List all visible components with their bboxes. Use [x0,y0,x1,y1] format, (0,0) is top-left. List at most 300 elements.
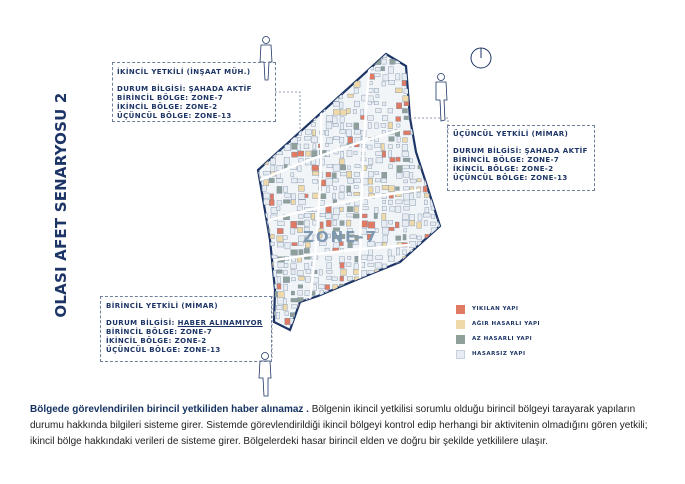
building-block [404,207,410,211]
building-block [298,221,304,225]
building-block [270,144,274,150]
building-block [291,173,294,177]
building-block [291,124,298,128]
building-block [270,242,274,246]
building-block [276,96,281,99]
building-block [312,298,318,305]
building-block [318,313,322,320]
building-block [327,115,333,121]
official-3-secondary: İKİNCİL BÖLGE: ZONE-2 [453,165,554,173]
building-block [278,221,285,226]
building-block [264,193,270,198]
building-block [284,333,290,340]
building-block [432,291,437,297]
building-block [277,109,283,116]
building-block [403,138,408,143]
building-block [333,117,337,124]
building-block [298,122,303,127]
building-block [312,326,317,331]
building-block [327,165,333,168]
building-block [347,312,350,319]
building-block [403,333,409,337]
building-block [437,68,443,74]
building-block [410,220,415,226]
building-block [354,264,358,270]
building-block [285,318,290,324]
building-block [320,305,326,309]
building-block [325,143,328,146]
building-block [325,257,331,260]
building-block [388,67,393,74]
building-block [291,333,296,339]
building-block [306,95,313,100]
building-block [418,214,422,220]
building-block [396,319,401,323]
building-block [369,59,374,64]
scenario-title: OLASI AFET SENARYOSU 2 [52,92,70,318]
building-block [396,236,401,241]
building-block [298,60,301,65]
building-block [439,255,445,261]
building-block [346,263,351,267]
building-block [396,284,402,290]
building-block [404,187,410,190]
building-block [368,263,374,266]
building-block [353,292,356,296]
building-block [262,150,266,156]
building-block [346,53,351,56]
building-block [354,101,359,107]
building-block [333,102,339,107]
building-block [340,165,345,170]
building-block [340,172,347,176]
building-block [417,236,421,240]
building-block [383,75,388,81]
building-block [347,59,353,63]
building-block [348,325,355,332]
building-block [313,101,319,107]
building-block [402,165,409,169]
building-block [396,74,400,80]
building-block [382,227,389,234]
building-block [354,73,358,77]
building-block [423,59,428,62]
building-block [430,235,436,239]
building-block [425,67,430,71]
building-block [277,276,280,283]
building-block [284,95,289,101]
building-block [354,192,360,195]
building-block [375,67,380,71]
building-block [270,123,276,127]
building-block [346,130,352,137]
building-block [326,213,332,218]
building-block [417,222,422,228]
building-block [410,256,416,259]
building-block [402,145,408,151]
building-block [306,108,310,114]
building-block [292,178,298,183]
building-block [396,248,399,255]
building-block [306,102,311,106]
building-block [353,285,357,289]
building-block [297,179,304,182]
building-block [354,172,360,176]
building-block [291,80,296,85]
building-block [291,298,298,302]
building-block [291,250,298,256]
building-block [418,67,423,72]
building-block [257,214,263,220]
building-block [271,158,276,164]
building-block [340,221,344,226]
building-block [375,88,379,93]
building-block [298,166,302,172]
building-block [431,136,435,142]
building-block [425,80,431,85]
building-block [410,291,417,296]
building-block [292,152,298,157]
building-block [256,53,261,57]
building-block [299,276,305,280]
building-block [397,137,400,143]
building-block [438,122,445,129]
building-block [389,80,395,84]
building-block [277,284,281,290]
building-block [402,220,408,226]
building-block [361,110,364,116]
building-block [383,102,386,106]
building-block [382,292,389,296]
building-block [438,285,442,291]
building-block [297,227,302,232]
building-block [432,242,435,245]
building-block [346,220,351,226]
building-block [339,137,344,143]
building-block [438,158,445,164]
building-block [334,61,340,66]
building-block [333,165,340,172]
building-block [348,320,353,324]
building-block [305,194,308,198]
building-block [431,74,435,79]
building-block [389,326,395,331]
building-block [396,117,401,122]
legend-swatch [456,320,465,329]
building-block [277,243,284,248]
building-block [313,95,320,101]
official-2-primary: BİRİNCİL BÖLGE: ZONE-7 [117,94,224,102]
building-block [269,178,274,183]
building-block [264,171,271,175]
building-block [424,200,427,205]
building-block [374,144,380,148]
building-block [319,297,324,303]
building-block [347,277,353,281]
building-block [423,52,427,58]
building-block [382,172,387,179]
building-block [410,298,415,301]
building-block [312,74,317,77]
building-block [368,101,372,104]
building-block [404,116,409,120]
building-block [423,165,428,170]
building-block [410,326,413,333]
building-block [347,166,350,170]
building-block [290,313,295,317]
building-block [388,250,391,256]
building-block [313,179,318,183]
building-block [284,116,288,123]
building-block [340,186,344,192]
building-block [285,242,290,249]
building-block [346,123,352,126]
building-block [340,207,343,212]
building-block [431,250,435,254]
building-block [417,123,422,129]
building-block [255,227,259,231]
building-block [425,207,429,212]
building-block [298,285,303,289]
building-block [285,131,290,137]
building-block [326,179,333,186]
building-block [278,60,284,64]
building-block [411,96,417,102]
building-block [395,277,401,280]
building-block [277,123,282,128]
building-block [368,319,373,322]
building-block [284,157,289,164]
building-block [263,235,266,240]
building-block [305,74,310,79]
building-block [424,285,430,292]
building-block [362,332,366,338]
building-block [396,299,401,304]
building-block [423,186,427,192]
building-block [312,165,319,170]
building-block [313,144,316,150]
building-block [437,53,443,59]
building-block [417,53,420,57]
building-block [347,207,353,212]
building-block [423,304,430,308]
building-block [346,74,353,77]
building-block [326,172,331,177]
building-block [417,179,421,182]
building-block [395,88,402,93]
building-block [388,200,392,204]
building-block [354,207,358,213]
building-block [362,255,368,260]
building-block [397,166,403,173]
building-block [348,137,353,143]
building-block [424,88,428,92]
building-block [439,326,443,329]
building-block [277,236,284,242]
building-block [340,263,344,269]
building-block [403,326,407,331]
building-block [396,173,402,179]
building-block [339,159,344,165]
building-block [326,206,332,212]
building-block [297,80,301,85]
building-block [255,290,260,295]
building-block [277,207,280,211]
building-block [388,256,395,261]
building-block [327,53,331,56]
building-block [290,96,297,101]
building-block [382,206,386,211]
building-block [257,151,261,156]
building-block [278,89,284,95]
building-block [297,144,301,151]
building-block [431,264,437,269]
building-block [256,236,263,240]
building-block [403,313,410,316]
building-block [374,208,378,214]
building-block [439,305,444,312]
building-block [376,95,379,98]
building-block [341,269,347,275]
building-block [283,271,287,275]
building-block [340,117,344,123]
building-block [409,215,415,221]
building-block [432,82,437,88]
building-block [299,185,305,191]
building-block [347,292,350,298]
building-block [390,158,395,163]
building-block [327,305,334,310]
building-block [404,264,408,269]
building-block [438,60,444,66]
building-block [361,53,366,58]
building-block [340,102,344,109]
building-block [292,305,298,309]
building-block [437,270,443,277]
building-block [389,220,393,224]
building-block [320,102,324,107]
building-block [418,312,421,317]
building-block [354,185,358,188]
building-block [277,102,281,105]
building-block [284,263,288,267]
building-block [353,214,359,218]
building-block [389,299,394,303]
building-block [348,256,351,259]
official-3-status: DURUM BİLGİSİ: ŞAHADA AKTİF [453,147,588,155]
official-3-info [453,130,588,183]
building-block [431,166,436,172]
building-block [264,180,269,186]
building-block [409,173,413,180]
official-2-tertiary: ÜÇÜNCÜL BÖLGE: ZONE-13 [117,112,232,120]
building-block [333,333,338,337]
building-block [334,292,338,296]
building-block [402,81,406,86]
building-block [411,88,417,91]
zone-label: ZONE-7 [303,228,379,246]
building-block [431,325,435,329]
building-block [326,220,331,227]
building-block [326,187,329,193]
building-block [326,325,332,331]
building-block [291,74,297,81]
building-block [403,194,410,201]
building-block [430,123,434,128]
building-block [297,320,304,323]
building-block [423,124,428,130]
building-block [411,80,416,86]
building-block [327,73,333,78]
building-block [375,263,382,268]
building-block [381,178,387,182]
building-block [334,208,340,215]
building-block [327,276,332,279]
building-block [438,207,444,212]
building-block [354,88,358,94]
building-block [256,277,260,283]
building-block [256,269,260,276]
building-block [402,152,409,157]
building-block [320,61,325,67]
building-block [382,116,388,121]
building-block [320,320,323,326]
building-block [424,326,430,331]
building-block [381,123,386,127]
building-block [404,131,411,135]
building-block [361,319,366,326]
building-block [291,88,296,94]
legend-swatch [456,350,465,359]
building-block [327,270,333,273]
building-block [332,215,338,220]
building-block [423,297,429,303]
building-block [312,67,316,72]
building-block [304,306,308,310]
building-block [299,200,306,205]
building-block [418,110,421,113]
building-block [409,74,416,80]
building-block [381,67,385,71]
building-block [403,319,409,325]
building-block [298,291,303,296]
building-block [382,326,388,331]
building-block [326,59,332,65]
building-block [382,220,387,227]
building-block [276,312,279,319]
building-block [333,66,338,69]
building-block [264,262,267,267]
building-block [285,145,291,151]
building-block [354,130,360,134]
building-block [376,158,383,163]
building-block [304,144,309,149]
building-block [340,320,346,325]
building-block [382,298,388,304]
building-block [298,137,301,140]
legend-swatch [456,305,465,314]
building-block [410,108,416,113]
building-block [431,306,435,310]
building-block [417,297,422,300]
building-block [332,193,335,199]
building-block [333,124,338,127]
building-block [397,124,400,127]
building-block [416,81,419,87]
building-block [423,213,430,217]
building-block [410,165,415,168]
building-block [439,264,443,268]
